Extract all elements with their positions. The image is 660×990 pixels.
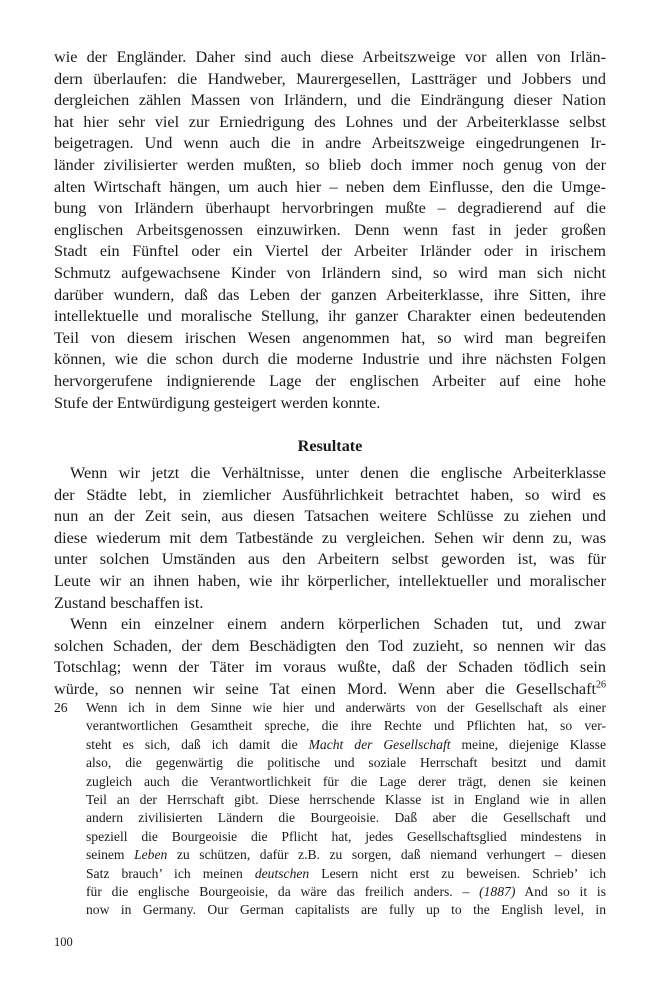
paragraph-2 [54, 463, 606, 701]
text-line: Wenn wir jetzt die Verhältnisse, unter denen die englische Arbeiterklasse [70, 464, 606, 482]
text-line: Wenn ein einzelner einem andern körperlichen Schaden tut, und zwar [70, 615, 606, 634]
text-line: solchen Schaden, der dem Beschädigten den Tod zuzieht, so nennen wir das [54, 636, 606, 655]
paragraph-1 [54, 47, 606, 414]
text-line: intellektuelle und moralische Stellung, ihr ganzer Charakter einen bedeutenden [54, 307, 606, 326]
text-line: nun an der Zeit sein, aus diesen Tatsachen weitere Schlüsse zu ziehen und [54, 507, 606, 526]
text-line: Stadt ein Fünftel oder ein Viertel der Arbeiter Irländer oder in irischem [54, 242, 606, 261]
footnote-line: Wenn ich in dem Sinne wie hier und anderwärts von der Gesellschaft als einer [86, 700, 606, 715]
text-line: Schmutz aufgewachsene Kinder von Irländern sind, so wird man sich nicht [54, 263, 606, 282]
footnote-number: 26 [54, 700, 68, 715]
text-line: dern überlaufen: die Handweber, Maurergesellen, Lastträger und Jobbers und [54, 69, 606, 88]
text-line: hervorgerufene indignierende Lage der englischen Arbeiter auf eine hohe [54, 371, 606, 390]
text-line: bung von Irländern überhaupt hervorbringen mußte – degradierend auf die [54, 199, 606, 218]
footnote-line: Teil an der Herrschaft gibt. Diese herrschende Klasse ist in England wie in allen [86, 792, 606, 808]
text-line: beigetragen. Und wenn auch die in andre Arbeitszweige eingedrungenen Ir- [54, 134, 606, 153]
section-heading: Resultate [297, 437, 363, 455]
text-line: Stufe der Entwürdigung gesteigert werden konnte. [54, 393, 381, 412]
text-line: würde, so nennen wir seine Tat einen Mord. Wenn aber die Gesellschaft$^{26}$ [54, 679, 606, 698]
footnote-line: Satz brauch’ ich meinen deutschen Lesern nicht erst zu beweisen. Schrieb’ ich [86, 865, 606, 881]
text-line: unter solchen Umständen aus den Arbeitern selbst geworden ist, was für [54, 550, 606, 569]
text-line: darüber wundern, daß das Leben der ganzen Arbeiterklasse, ihre Sitten, ihre [54, 285, 606, 304]
footnote-line: speziell die Bourgeoisie die Pflicht hat, jedes Gesellschaftsglied mindestens in [86, 828, 606, 844]
footnote [54, 699, 606, 920]
emphasis: Leben [134, 847, 168, 863]
text-line: der Städte lebt, in ziemlicher Ausführlichkeit betrachtet haben, so wird es [54, 485, 606, 504]
footnote-line: now in Germany. Our German capitalists are fully up to the English level, in [86, 902, 606, 918]
footnote-marker[interactable]: 26 [596, 679, 606, 691]
text-line: diese wiederum mit dem Tatbestände zu vergleichen. Sehen wir denn zu, was [54, 528, 606, 547]
text-line: hat hier sehr viel zur Erniedrigung des Lohnes und der Arbeiterklasse selbst [54, 112, 606, 131]
text-line: alten Wirtschaft hängen, um auch hier – neben dem Einflusse, den die Umge- [54, 177, 606, 196]
text-line: Zustand beschaffen ist. [54, 593, 204, 612]
footnote-line: zugleich auch die Verantwortlichkeit für die Lage derer trägt, denen sie keinen [86, 773, 606, 789]
emphasis: deutschen [254, 865, 310, 881]
emphasis: (1887) [479, 884, 516, 900]
footnote-line: also, die gegenwärtig die politische und soziale Herrschaft besitzt und damit [86, 755, 606, 771]
footnote-line: andern zivilisierten Ländern die Bourgeoisie. Daß aber die Gesellschaft und [86, 810, 606, 826]
page-number: 100 [54, 935, 73, 949]
footnote-line: verantwortlichen Gesamtheit spreche, die ihre Rechte und Pflichten hat, so ver- [86, 718, 606, 734]
footnote-line: steht es sich, daß ich damit die Macht der Gesellschaft meine, diejenige Klasse [86, 736, 606, 752]
text-line: Teil von diesem irischen Wesen angenommen hat, so wird man begreifen [54, 328, 606, 347]
text-line: Leute wir an ihnen haben, wie ihr körperlicher, intellektueller und moralischer [54, 571, 606, 590]
text-line: länder zivilisierter werden mußten, so blieb doch immer noch genug von der [54, 155, 606, 174]
footnote-body [86, 699, 606, 920]
footnote-line: seinem Leben zu schützen, dafür z.B. zu sorgen, daß niemand verhungert – diesen [86, 847, 606, 863]
text-line: wie der Engländer. Daher sind auch diese Arbeitszweige vor allen von Irlän- [54, 48, 606, 66]
text-line: englischen Arbeitsgenossen einzuwirken. Denn wenn fast in jeder großen [54, 220, 606, 239]
emphasis: Macht der Gesellschaft [308, 736, 451, 752]
text-line: Totschlag; wenn der Täter im voraus wußte, daß der Schaden tödlich sein [54, 658, 606, 677]
text-line: dergleichen zählen Massen von Irländern, und die Eindrängung dieser Nation [54, 91, 606, 110]
text-line: können, wie die schon durch die moderne Industrie und ihre nächsten Folgen [54, 350, 606, 369]
footnote-line: für die englische Bourgeoisie, da wäre das freilich anders. – (1887) And so it is [86, 884, 606, 900]
